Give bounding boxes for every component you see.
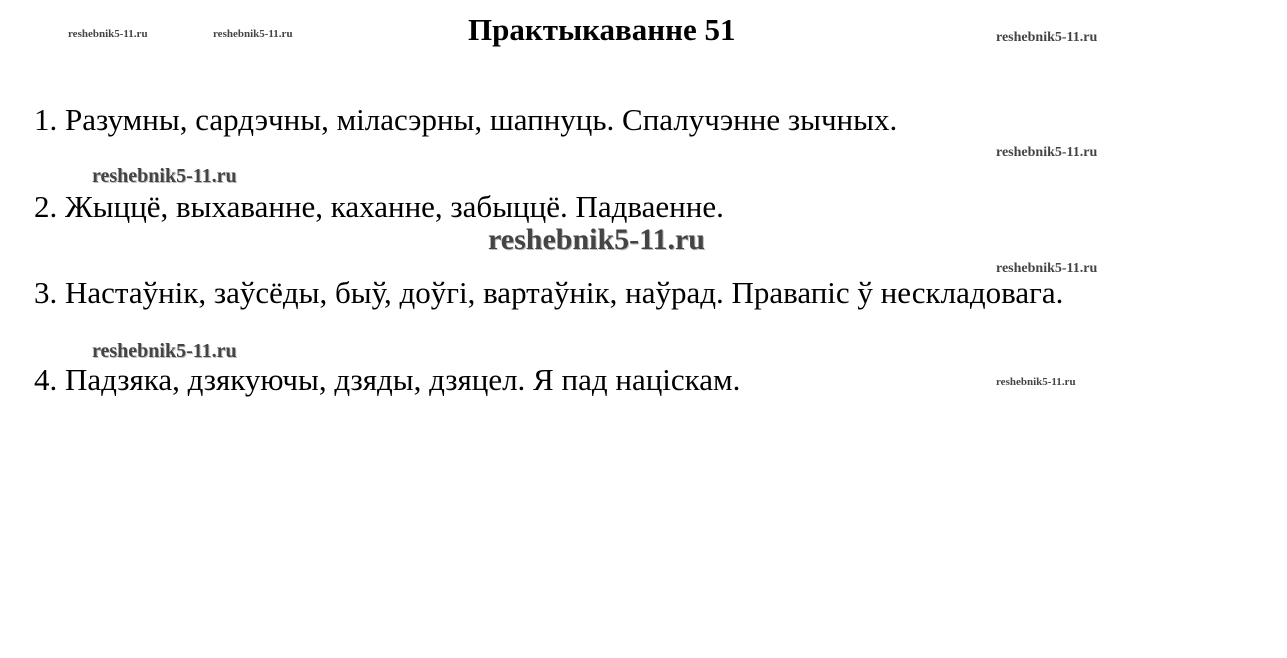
- page-title: Практыкаванне 51: [468, 12, 736, 47]
- watermark: reshebnik5-11.ru: [996, 376, 1076, 388]
- watermark: reshebnik5-11.ru: [68, 28, 148, 40]
- watermark: reshebnik5-11.ru: [92, 340, 237, 362]
- watermark: reshebnik5-11.ru: [213, 28, 293, 40]
- exercise-line-4: 4. Падзяка, дзякуючы, дзяды, дзяцел. Я пад націскам.: [34, 362, 741, 397]
- exercise-line-2: 2. Жыццё, выхаванне, каханне, забыццё. Падваенне.: [34, 189, 724, 224]
- watermark: reshebnik5-11.ru: [488, 223, 705, 256]
- exercise-line-3: 3. Настаўнік, заўсёды, быў, доўгі, вартаўнік, наўрад. Правапіс ў нескладовага.: [34, 275, 1064, 310]
- watermark: reshebnik5-11.ru: [996, 30, 1098, 45]
- watermark: reshebnik5-11.ru: [996, 145, 1098, 160]
- watermark: reshebnik5-11.ru: [92, 165, 237, 187]
- exercise-line-1: 1. Разумны, сардэчны, міласэрны, шапнуць. Спалучэнне зычных.: [34, 102, 898, 137]
- watermark: reshebnik5-11.ru: [996, 261, 1098, 276]
